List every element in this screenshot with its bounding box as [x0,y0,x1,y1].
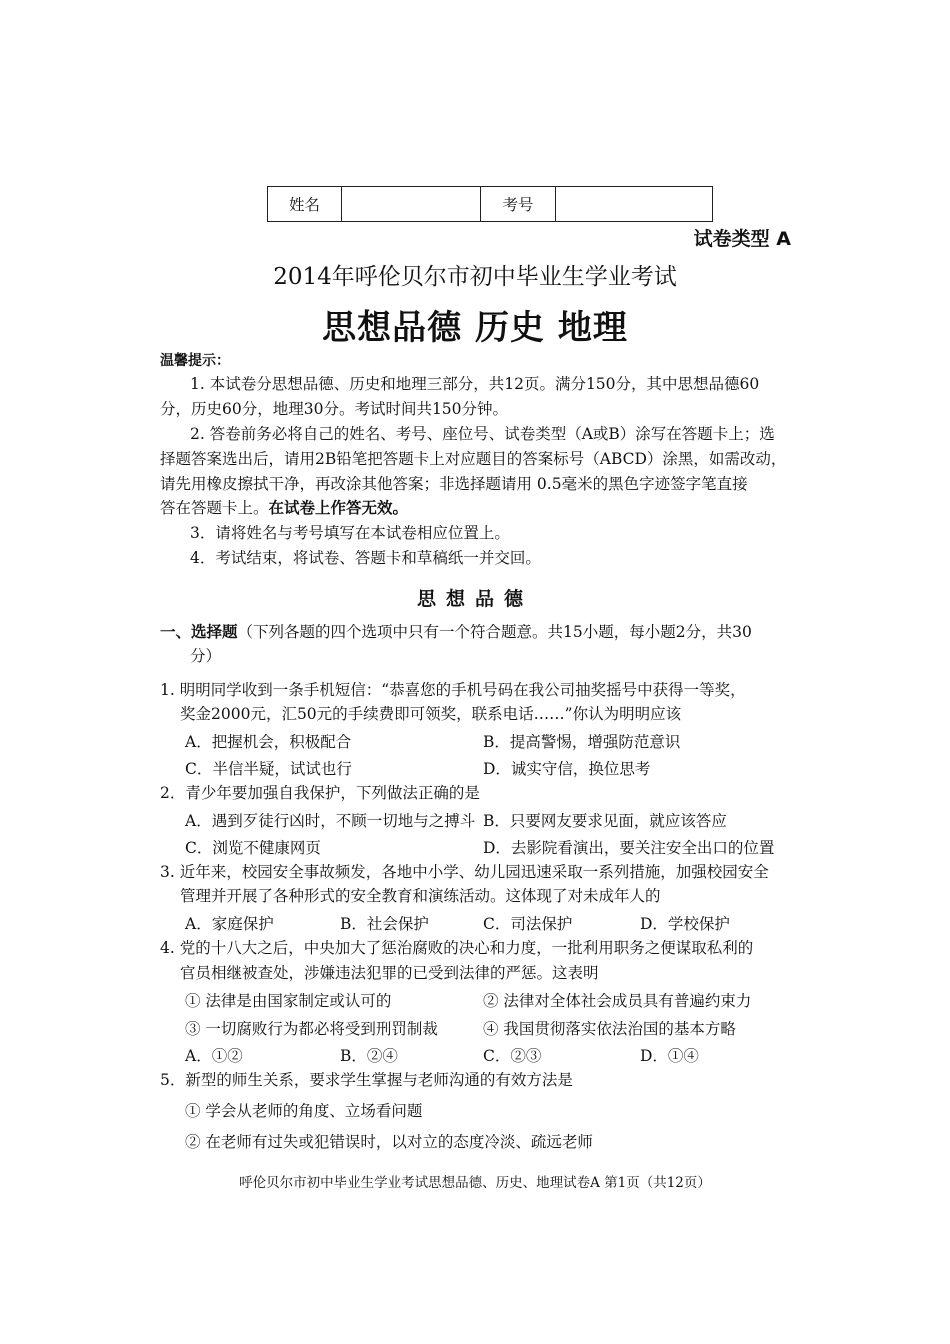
q2-option-d: D．去影院看演出，要关注安全出口的位置 [483,839,775,857]
tip-1-line-1: 1. 本试卷分思想品德、历史和地理三部分，共12页。满分150分，其中思想品德60 [190,375,760,393]
q4-statement-1: ① 法律是由国家制定或认可的 [185,992,392,1010]
tip-1-line-2: 分，历史60分，地理30分。考试时间共150分钟。 [160,400,509,418]
number-label: 考号 [481,187,556,221]
q4-option-a: A．①② [185,1047,243,1065]
part1-heading [160,621,752,643]
q4-stem-2: 官员相继被查处，涉嫌违法犯罪的已受到法律的严惩。这表明 [180,964,599,982]
q2-stem: 2．青少年要加强自我保护，下列做法正确的是 [160,784,480,802]
q4-statement-2: ② 法律对全体社会成员具有普遍约束力 [483,992,752,1010]
section-title: 思想品德 [416,588,533,610]
q3-option-a: A．家庭保护 [185,915,274,933]
q1-option-c: C．半信半疑，试试也行 [185,760,352,778]
tip-2-line-3: 请先用橡皮擦拭干净，再改涂其他答案；非选择题请用 0.5毫米的黑色字迹签字笔直接 [160,475,748,493]
tip-2-warning: 在试卷上作答无效。 [268,499,409,517]
q4-statement-3: ③ 一切腐败行为都必将受到刑罚制裁 [185,1020,438,1038]
tip-2-line-4 [160,497,408,519]
name-field[interactable] [342,187,481,221]
candidate-info-table [267,186,713,222]
tip-3: 3．请将姓名与考号填写在本试卷相应位置上。 [190,524,510,542]
part1-desc-2: 分） [190,647,222,665]
q3-stem-1: 3. 近年来，校园安全事故频发，各地中小学、幼儿园迅速采取一系列措施，加强校园安全 [160,863,769,881]
name-label: 姓名 [268,187,342,221]
q4-option-d: D．①④ [640,1047,699,1065]
tip-4: 4．考试结束，将试卷、答题卡和草稿纸一并交回。 [190,549,541,567]
q5-statement-1: ① 学会从老师的角度、立场看问题 [185,1102,423,1120]
q2-option-a: A．遇到歹徒行凶时，不顾一切地与之搏斗 [185,812,476,830]
q5-statement-2: ② 在老师有过失或犯错误时，以对立的态度冷淡、疏远老师 [185,1133,593,1151]
q4-option-b: B．②④ [340,1047,398,1065]
tips-label: 温馨提示： [160,353,230,369]
number-field[interactable] [556,187,712,221]
tip-2-line-4-text: 答在答题卡上。 [160,499,269,517]
q4-statement-4: ④ 我国贯彻落实依法治国的基本方略 [483,1020,736,1038]
q3-option-c: C．司法保护 [483,915,573,933]
q4-stem-1: 4. 党的十八大之后，中央加大了惩治腐败的决心和力度，一批利用职务之便谋取私利的 [160,939,754,957]
q3-option-d: D．学校保护 [640,915,730,933]
part1-desc: （下列各题的四个选项中只有一个符合题意。共15小题，每小题2分，共30 [237,623,752,641]
q1-option-d: D．诚实守信，换位思考 [483,760,651,778]
q2-option-c: C．浏览不健康网页 [185,839,321,857]
q1-option-b: B．提高警惕，增强防范意识 [483,733,681,751]
q1-option-a: A．把握机会，积极配合 [185,733,352,751]
tip-2-line-1: 2. 答卷前务必将自己的姓名、考号、座位号、试卷类型（A或B）涂写在答题卡上；选 [190,425,775,443]
q5-stem: 5．新型的师生关系，要求学生掌握与老师沟通的有效方法是 [160,1071,573,1089]
exam-title: 2014年呼伦贝尔市初中毕业生学业考试 [273,264,677,290]
paper-type: 试卷类型 A [693,228,791,250]
q3-stem-2: 管理并开展了各种形式的安全教育和演练活动。这体现了对未成年人的 [180,887,661,905]
q2-option-b: B．只要网友要求见面，就应该答应 [483,812,727,830]
q4-option-c: C．②③ [483,1047,542,1065]
q1-stem-1: 1. 明明同学收到一条手机短信：“恭喜您的手机号码在我公司抽奖摇号中获得一等奖， [160,681,746,699]
tip-2-line-2: 择题答案选出后，请用2B铅笔把答题卡上对应题目的答案标号（ABCD）涂黑，如需改动， [160,450,787,468]
page-footer: 呼伦贝尔市初中毕业生学业考试思想品德、历史、地理试卷A 第1页（共12页） [239,1175,711,1191]
part1-head: 一、选择题 [160,623,238,641]
subjects-title: 思想品德 历史 地理 [322,308,628,348]
q3-option-b: B．社会保护 [340,915,429,933]
q1-stem-2: 奖金2000元，汇50元的手续费即可领奖，联系电话……”你认为明明应该 [180,705,682,723]
